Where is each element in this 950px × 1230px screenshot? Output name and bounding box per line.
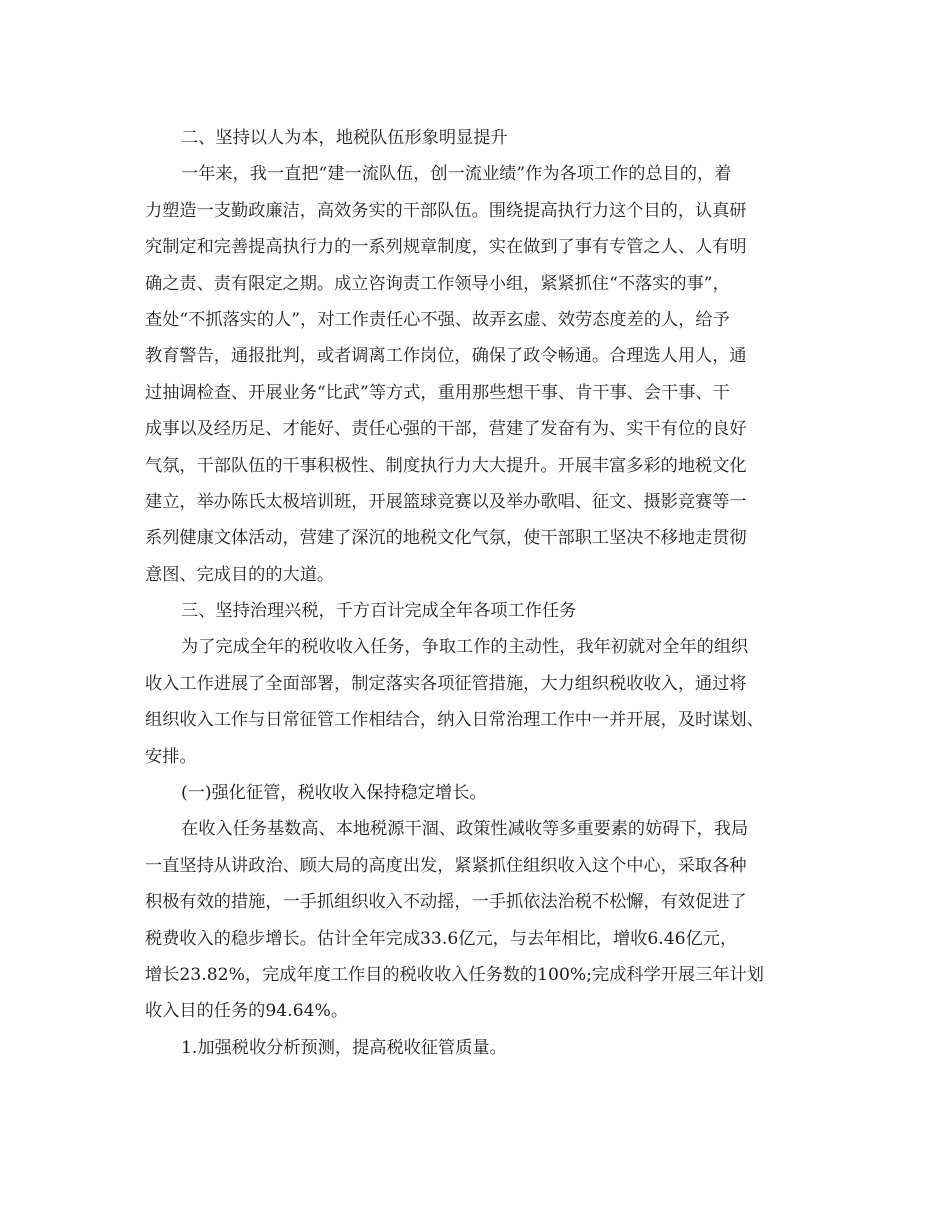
section-heading-team: [145, 120, 817, 156]
text-line: 查处“不抓落实的人”，对工作责任心不强、故弄玄虚、效劳态度差的人，给予: [145, 309, 730, 330]
text-line: 积极有效的措施，一手抓组织收入不动摇，一手抓依法治税不松懈，有效促进了: [145, 892, 747, 913]
text-line: 二、坚持以人为本，地税队伍形象明显提升: [181, 128, 508, 148]
text-line: 力塑造一支勤政廉洁，高效务实的干部队伍。围绕提高执行力这个目的，认真研: [145, 200, 747, 221]
section-heading-governance: [145, 593, 817, 629]
text-line: 收入工作进展了全面部署，制定落实各项征管措施，大力组织税收收入，通过将: [145, 673, 747, 694]
text-line: 系列健康文体活动，营建了深沉的地税文化气氛，使干部职工坚决不移地走贯彻: [145, 528, 747, 549]
text-line: 气氛，干部队伍的干事积极性、制度执行力大大提升。开展丰富多彩的地税文化: [145, 455, 747, 476]
subsection-heading-collection: [145, 775, 817, 811]
text-line: 一年来，我一直把“建一流队伍，创一流业绩”作为各项工作的总目的，着: [181, 164, 732, 185]
text-line: 究制定和完善提高执行力的一系列规章制度，实在做到了事有专管之人、人有明: [145, 237, 747, 258]
text-line: 确之责、责有限定之期。成立咨询责工作领导小组，紧紧抓住“不落实的事”，: [145, 273, 730, 294]
text-line: 建立，举办陈氏太极培训班，开展篮球竞赛以及举办歌唱、征文、摄影竞赛等一: [145, 491, 747, 512]
text-line: (一)强化征管，税收收入保持稳定增长。: [181, 783, 487, 804]
text-line: 税费收入的稳步增长。估计全年完成33.6亿元，与去年相比，增收6.46亿元，: [145, 928, 738, 949]
paragraph-collection: [145, 811, 817, 1029]
text-line: 1.加强税收分析预测，提高税收征管质量。: [181, 1037, 507, 1058]
document-body: [145, 120, 817, 1066]
text-line: 安排。: [145, 746, 197, 767]
item-heading-analysis: [145, 1030, 817, 1066]
text-line: 收入目的任务的94.64%。: [145, 1001, 349, 1022]
text-line: 增长23.82%，完成年度工作目的税收收入任务数的100%;完成科学开展三年计划: [145, 964, 764, 985]
text-line: 意图、完成目的的大道。: [145, 564, 335, 585]
text-line: 成事以及经历足、才能好、责任心强的干部，营建了发奋有为、实干有位的良好: [145, 419, 747, 440]
text-line: 在收入任务基数高、本地税源干涸、政策性减收等多重要素的妨碍下，我局: [181, 819, 749, 840]
paragraph-governance: [145, 629, 817, 775]
text-line: 组织收入工作与日常征管工作相结合，纳入日常治理工作中一并开展，及时谋划、: [145, 710, 764, 731]
text-line: 三、坚持治理兴税，千方百计完成全年各项工作任务: [181, 601, 577, 622]
text-line: 一直坚持从讲政治、顾大局的高度出发，紧紧抓住组织收入这个中心，采取各种: [145, 855, 747, 876]
text-line: 教育警告，通报批判，或者调离工作岗位，确保了政令畅通。合理选人用人，通: [145, 346, 747, 367]
paragraph-team-building: [145, 156, 817, 593]
text-line: 为了完成全年的税收收入任务，争取工作的主动性，我年初就对全年的组织: [181, 637, 749, 658]
text-line: 过抽调检查、开展业务“比武”等方式，重用那些想干事、肯干事、会干事、干: [145, 382, 730, 403]
